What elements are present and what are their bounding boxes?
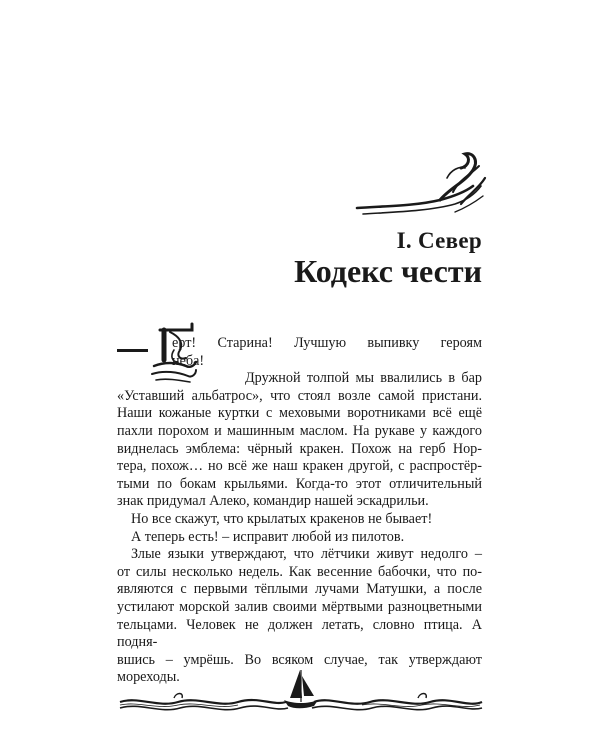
text-line: Наши кожаные куртки с меховыми воротниками всё ещё xyxy=(117,405,482,422)
text-line: А теперь есть! – исправит любой из пилотов. xyxy=(131,528,405,545)
text-line: знак придумал Алеко, командир нашей эскадрильи. xyxy=(117,493,429,510)
wave-ornament-icon xyxy=(355,148,490,223)
text-line: тера, похож… но всё же наш кракен другой, с распростёр- xyxy=(117,458,482,475)
body-text xyxy=(117,335,482,687)
text-line: от силы несколько недель. Как весенние бабочки, что по- xyxy=(117,563,482,580)
text-line: ерт! Старина! Лучшую выпивку героям xyxy=(172,335,482,351)
text-line: Но все скажут, что крылатых кракенов не бывает! xyxy=(131,510,433,527)
text-line: тельцами. Человек не должен летать, словно птица. А подня- xyxy=(117,616,482,651)
text-line: Злые языки утверждают, что лётчики живут недолго – xyxy=(131,546,482,563)
text-line: Дружной толпой мы ввалились в бар xyxy=(245,370,482,387)
text-line: тыми по бокам крыльями. Когда-то этот отличительный xyxy=(117,475,482,492)
text-line: вшись – умрёшь. Во всяком случае, так утверждают xyxy=(117,651,482,668)
chapter-title: Кодекс чести xyxy=(294,253,482,289)
text-line: устилают морской залив своими мёртвыми разноцветными xyxy=(117,598,482,615)
chapter-number: I. Север xyxy=(396,228,482,253)
text-line: мореходы. xyxy=(117,669,180,686)
text-line: «Уставший альбатрос», что стоял возле самой пристани. xyxy=(117,387,482,404)
text-line: являются с первыми тёплыми лучами Матушки, а после xyxy=(117,581,482,598)
text-line: виднелась эмблема: чёрный кракен. Похож на герб Нор- xyxy=(117,440,482,457)
ship-wave-ornament-icon xyxy=(118,668,484,720)
text-line: неба! xyxy=(172,352,205,369)
text-line: пахли порохом и машинным маслом. На рукаве у каждого xyxy=(117,422,482,439)
